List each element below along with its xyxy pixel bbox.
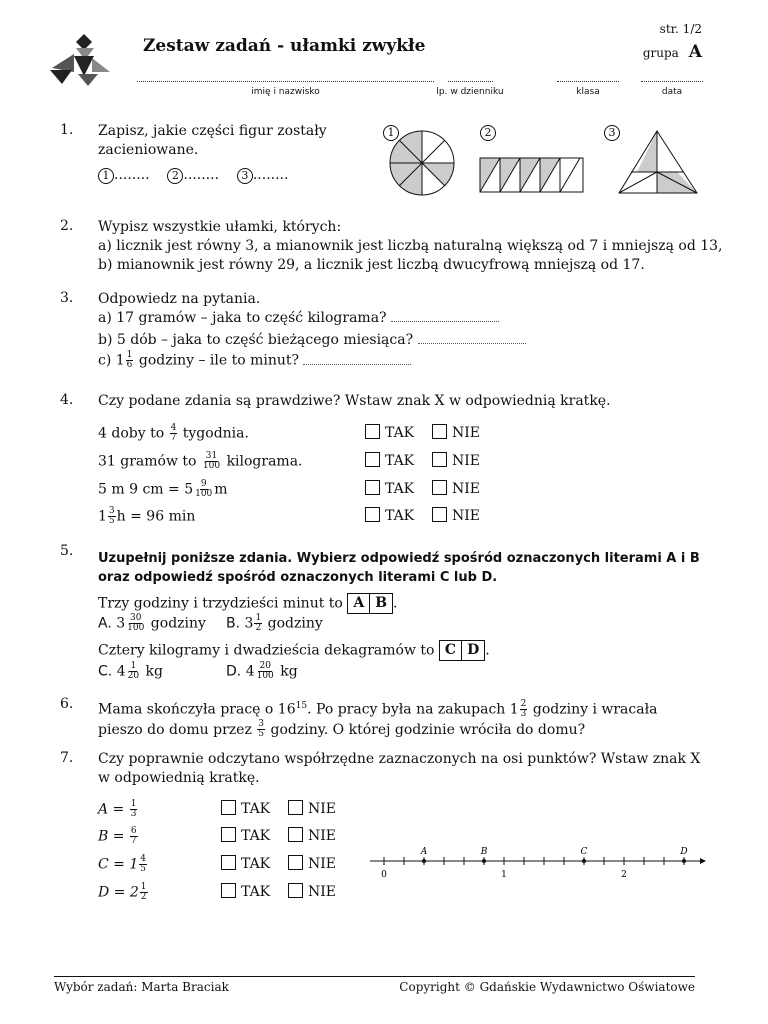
name-field[interactable] [137,81,434,82]
task-number: 3. [60,290,74,306]
figure-marker-3: 3 [604,125,620,141]
footer-author: Wybór zadań: Marta Braciak [54,980,229,994]
task2-intro: Wypisz wszystkie ułamki, których: [98,219,342,235]
nie-checkbox[interactable] [432,507,447,522]
tak-checkbox[interactable] [365,424,380,439]
task4-statement: 5 m 9 cm = 5 $\frac{9}{100}$ m [98,479,228,499]
task-number: 5. [60,543,74,559]
footer-copyright: Copyright © Gdańskie Wydawnictwo Oświatowe [399,980,695,994]
tak-checkbox[interactable] [221,855,236,870]
name-label: imię i nazwisko [251,87,320,97]
tak-nie-choice: TAK NIE [221,800,336,819]
point-d-label: D [680,847,688,857]
task5-sentence2: Cztery kilogramy i dwadzieścia dekagramów to C D . [98,640,490,661]
ab-choice-box[interactable]: A B [347,593,393,614]
class-number-label: lp. w dzienniku [436,87,504,97]
task-number: 4. [60,392,74,408]
task5-sentence1: Trzy godziny i trzydzieści minut to A B . [98,593,397,614]
task1-text: Zapisz, jakie części figur zostały zacieniowane. [98,123,327,158]
task6-text: Mama skończyła pracę o $16^{15}$. Po pracy była na zakupach 1 $\frac{2}{3}$ godziny i wracała pieszo do domu przez $\frac{3}{5}$ godziny. O której godzinie wróciła do domu? [98,699,658,740]
tak-nie-choice: TAK NIE [365,424,480,443]
tak-nie-choice: TAK NIE [365,480,480,499]
figure-marker-2: 2 [480,125,496,141]
nie-checkbox[interactable] [432,452,447,467]
nie-checkbox[interactable] [288,855,303,870]
task-number: 2. [60,218,74,234]
tak-nie-choice: TAK NIE [221,855,336,874]
task-number: 7. [60,750,74,766]
shaded-triangle-figure [617,129,699,195]
task3-intro: Odpowiedz na pytania. [98,291,261,307]
number-line [366,843,706,883]
figure-marker-1: 1 [383,125,399,141]
point-b-label: B [480,847,488,857]
task5-option-a[interactable]: A. 3 $\frac{30}{100}$ godziny [98,613,206,633]
task5-intro: Uzupełnij poniższe zdania. Wybierz odpowiedź spośród oznaczonych literami A i B oraz odpowiedź spośród oznaczonych literami C lub D. [98,551,700,585]
task3-c: c) 1 $\frac{1}{6}$ godziny – ile to minut? [98,351,411,371]
task2-b: b) mianownik jest równy 29, a licznik jest liczbą dwucyfrową mniejszą od 17. [98,257,645,273]
class-label: klasa [576,87,600,97]
tak-nie-choice: TAK NIE [221,827,336,846]
task-number: 1. [60,122,74,138]
task4-intro: Czy podane zdania są prawdziwe? Wstaw znak X w odpowiednią kratkę. [98,393,611,409]
tak-checkbox[interactable] [221,827,236,842]
tak-nie-choice: TAK NIE [365,507,480,526]
nie-checkbox[interactable] [432,480,447,495]
task5-option-b[interactable]: B. 3 $\frac{1}{2}$ godziny [226,613,323,633]
task1-answers: 1 ........ 2 ........ 3 ........ [98,166,288,185]
task4-statement: 31 gramów to $\frac{31}{100}$ kilograma. [98,451,303,471]
tick-0-label: 0 [381,870,387,880]
answer-line[interactable] [418,333,526,344]
nie-checkbox[interactable] [432,424,447,439]
marker-3: 3 [237,168,253,184]
task7-coordinate: D = 2 $\frac{1}{2}$ [98,882,147,902]
tak-checkbox[interactable] [221,800,236,815]
shaded-rectangle-figure [479,157,585,193]
tak-checkbox[interactable] [365,507,380,522]
task4-statement: 4 doby to $\frac{4}{7}$ tygodnia. [98,423,249,443]
marker-1: 1 [98,168,114,184]
answer-line[interactable] [391,311,499,322]
tick-2-label: 2 [621,870,627,880]
tak-checkbox[interactable] [365,452,380,467]
tak-checkbox[interactable] [365,480,380,495]
nie-checkbox[interactable] [288,800,303,815]
task7-coordinate: C = 1 $\frac{4}{5}$ [98,854,146,874]
task7-coordinate: A = $\frac{1}{3}$ [98,799,137,819]
tak-nie-choice: TAK NIE [221,883,336,902]
group-indicator: grupa A [642,42,702,62]
footer-divider [54,976,695,977]
class-field[interactable] [557,81,619,82]
answer-line[interactable] [303,354,411,365]
tangram-logo [48,34,114,88]
date-label: data [661,87,683,97]
class-number-field[interactable] [448,81,493,82]
task3-a: a) 17 gramów – jaka to część kilograma? [98,309,499,328]
marker-2: 2 [167,168,183,184]
point-a-label: A [420,847,428,857]
tak-checkbox[interactable] [221,883,236,898]
tak-nie-choice: TAK NIE [365,452,480,471]
task-number: 6. [60,696,74,712]
task5-option-d[interactable]: D. 4 $\frac{20}{100}$ kg [226,661,298,681]
nie-checkbox[interactable] [288,883,303,898]
page-number: str. 1/2 [659,22,702,36]
worksheet-title: Zestaw zadań - ułamki zwykłe [143,36,426,56]
task7-intro: Czy poprawnie odczytano współrzędne zaznaczonych na osi punktów? Wstaw znak X w odpowiednią kratkę. [98,751,701,786]
task5-option-c[interactable]: C. 4 $\frac{1}{20}$ kg [98,661,163,681]
task2-a: a) licznik jest równy 3, a mianownik jest liczbą naturalną większą od 7 i mniejszą od 13, [98,238,723,254]
nie-checkbox[interactable] [288,827,303,842]
shaded-circle-figure [387,128,457,198]
tick-1-label: 1 [501,870,507,880]
task3-b: b) 5 dób – jaka to część bieżącego miesiąca? [98,331,526,350]
cd-choice-box[interactable]: C D [439,640,485,661]
task4-statement: 1 $\frac{3}{5}$ h = 96 min [98,506,196,526]
point-c-label: C [580,847,588,857]
task7-coordinate: B = $\frac{6}{7}$ [98,826,137,846]
date-field[interactable] [641,81,703,82]
